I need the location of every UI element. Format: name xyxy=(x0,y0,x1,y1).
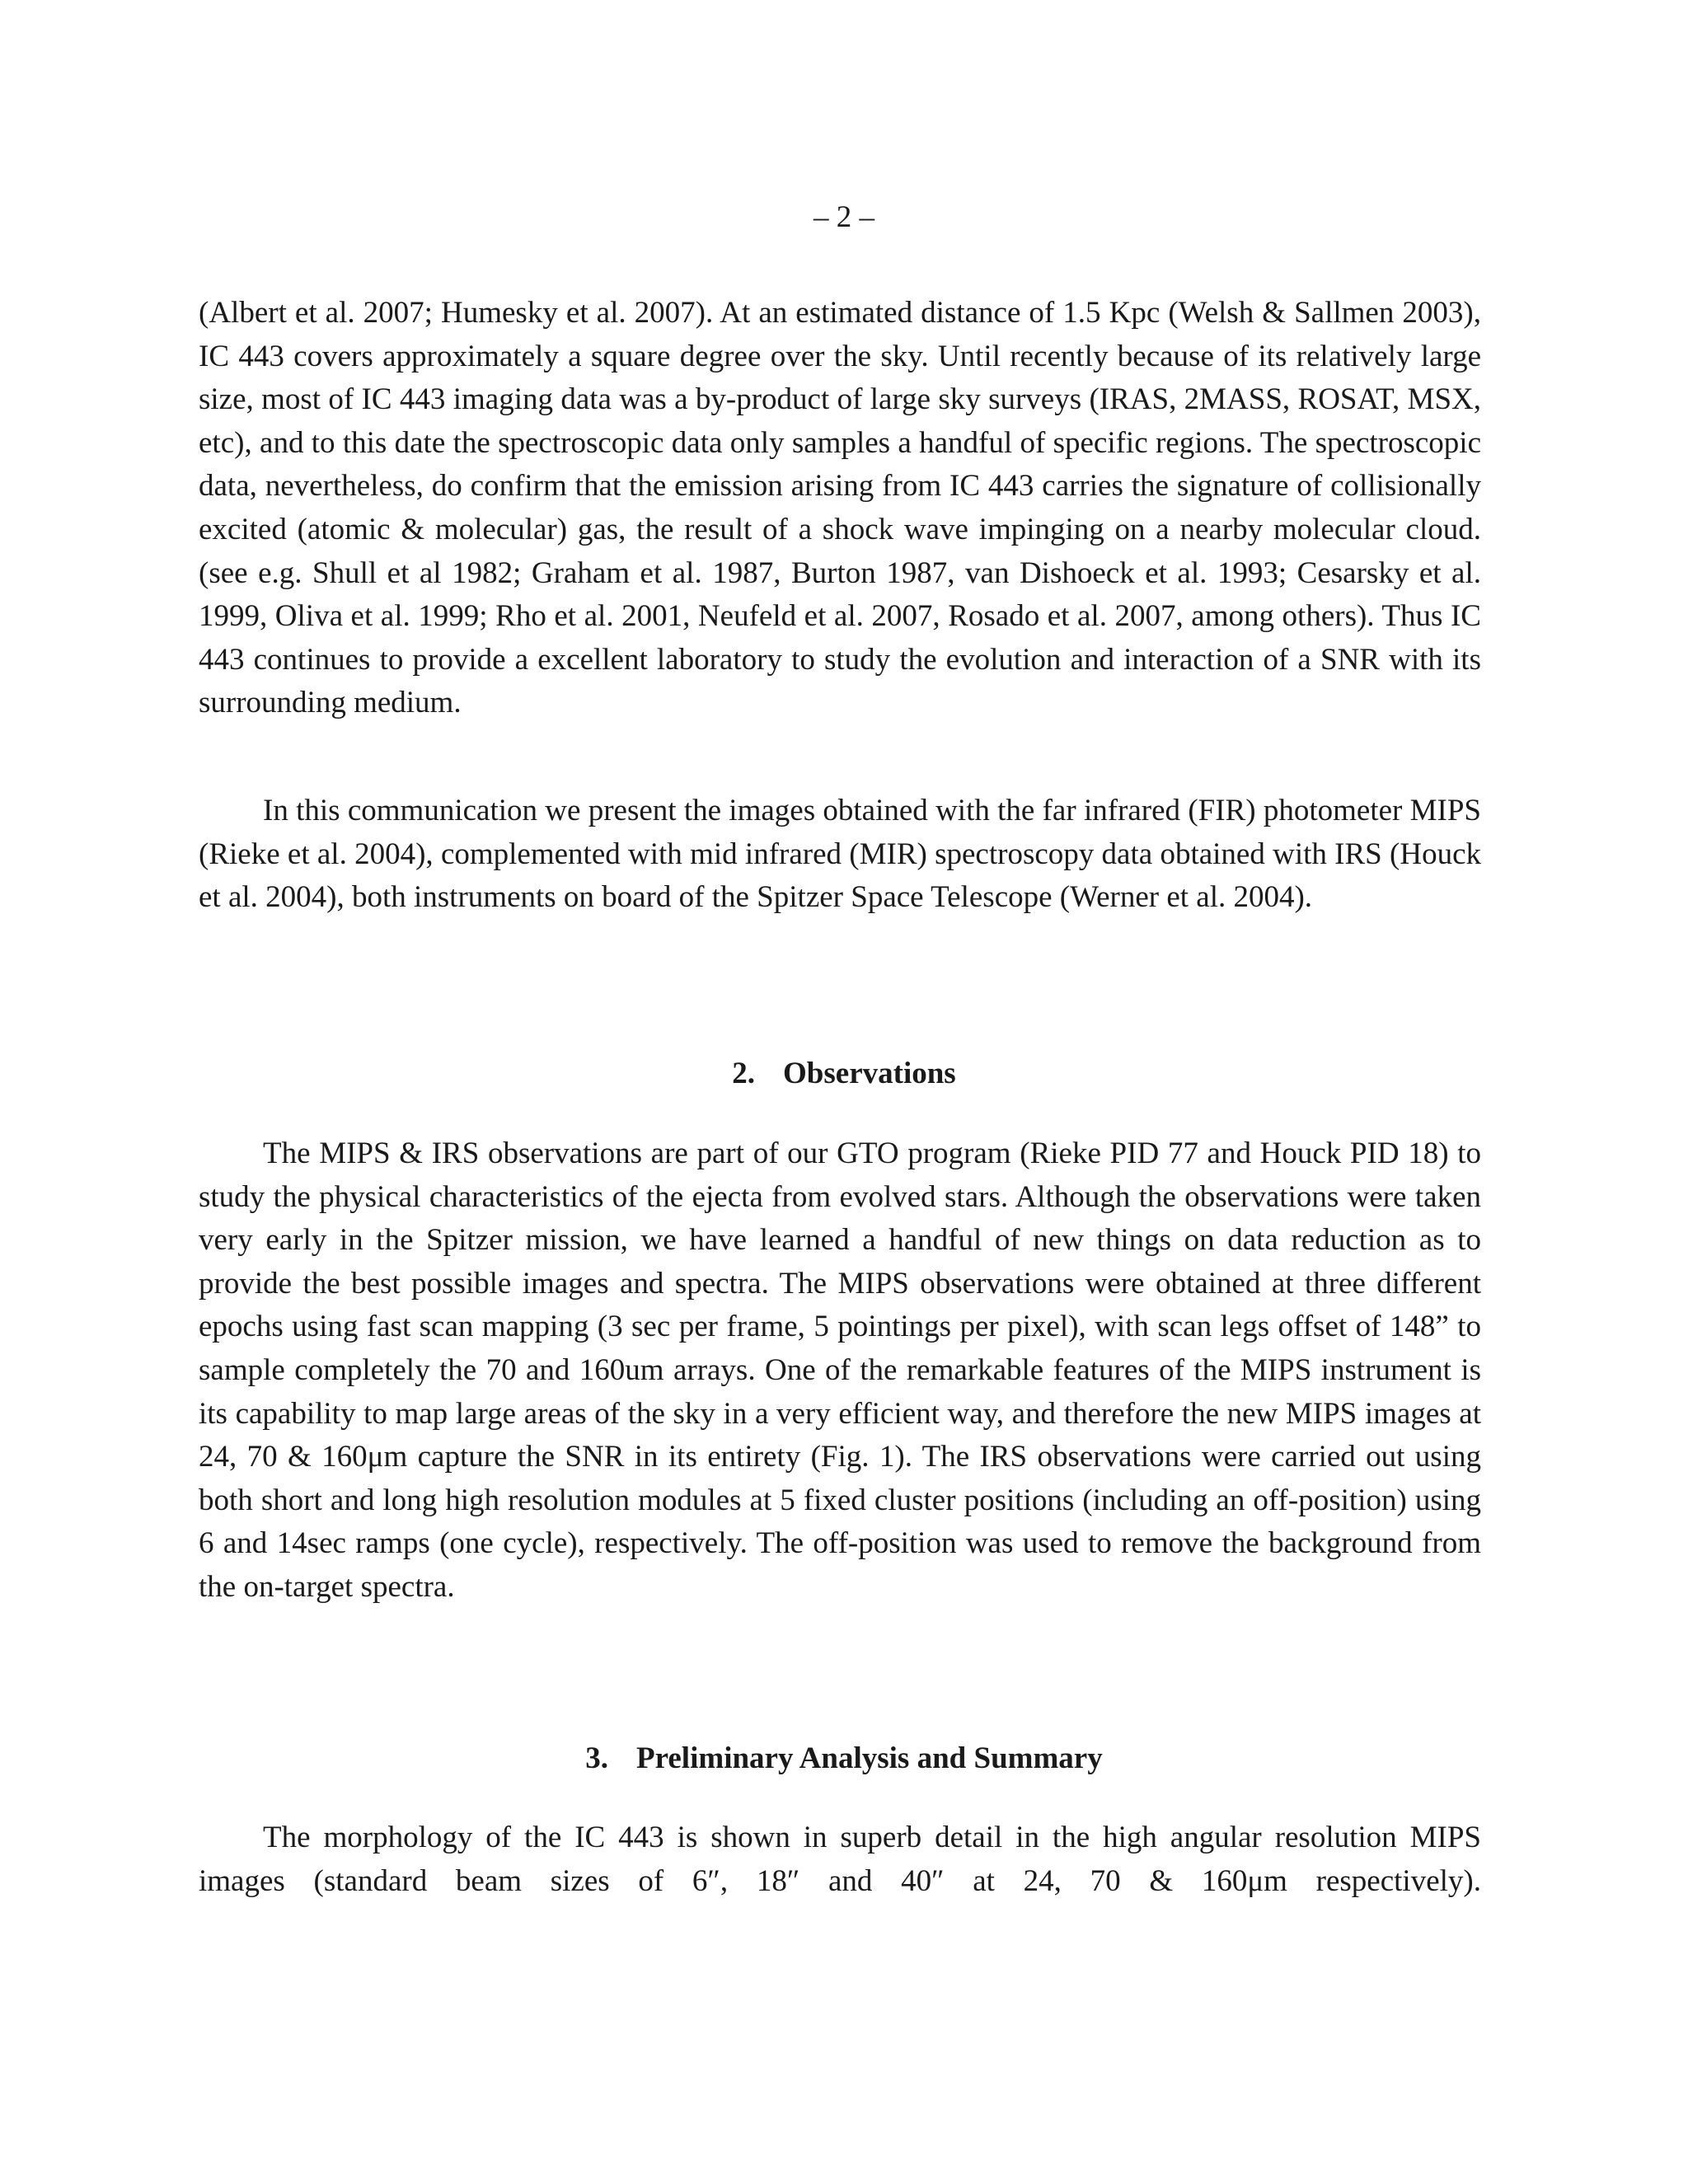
section-title: Observations xyxy=(783,1057,956,1090)
section-number: 3. xyxy=(585,1741,609,1775)
observations-paragraph xyxy=(199,1132,1481,1610)
intro-paragraph-continued xyxy=(199,292,1481,725)
section-title: Preliminary Analysis and Summary xyxy=(636,1741,1103,1775)
page-number: – 2 – xyxy=(814,200,874,234)
section-heading-analysis xyxy=(0,1737,1688,1780)
paragraph-text: The morphology of the IC 443 is shown in superb detail in the high angular resolution MIPS images (standard beam sizes of 6″, 18″ and 40″ at 24, 70 & 160μm respectively). xyxy=(199,1821,1481,1898)
analysis-paragraph xyxy=(199,1816,1481,1903)
paragraph-text: (Albert et al. 2007; Humesky et al. 2007). At an estimated distance of 1.5 Kpc (Welsh & Sallmen 2003), IC 443 covers approximately a square degree over the sky. Until recently because of its relatively large size, most of IC 443 imaging data was a by-product of large sky surveys (IRAS, 2MASS, ROSAT, MSX, etc), and to this date the spectroscopic data only samples a handful of specific regions. The spectroscopic data, nevertheless, do confirm that the emission arising from IC 443 carries the signature of collisionally excited (atomic & molecular) gas, the result of a shock wave impinging on a nearby molecular cloud. (see e.g. Shull et al 1982; Graham et al. 1987, Burton 1987, van Dishoeck et al. 1993; Cesarsky et al. 1999, Oliva et al. 1999; Rho et al. 2001, Neufeld et al. 2007, Rosado et al. 2007, among others). Thus IC 443 continues to provide a excellent laboratory to study the evolution and interaction of a SNR with its surrounding medium. xyxy=(199,296,1481,720)
section-heading-observations xyxy=(0,1052,1688,1095)
section-number: 2. xyxy=(732,1057,756,1090)
paragraph-text: The MIPS & IRS observations are part of our GTO program (Rieke PID 77 and Houck PID 18) to study the physical characteristics of the ejecta from evolved stars. Although the observations were taken very early in the Spitzer mission, we have learned a handful of new things on data reduction as to provide the best possible images and spectra. The MIPS observations were obtained at three different epochs using fast scan mapping (3 sec per frame, 5 pointings per pixel), with scan legs offset of 148” to sample completely the 70 and 160um arrays. One of the remarkable features of the MIPS instrument is its capability to map large areas of the sky in a very efficient way, and therefore the new MIPS images at 24, 70 & 160μm capture the SNR in its entirety (Fig. 1). The IRS observations were carried out using both short and long high resolution modules at 5 fixed cluster positions (including an off-position) using 6 and 14sec ramps (one cycle), respectively. The off-position was used to remove the background from the on-target spectra. xyxy=(199,1137,1481,1604)
intro-paragraph-communication xyxy=(199,790,1481,920)
paragraph-text: In this communication we present the images obtained with the far infrared (FIR) photometer MIPS (Rieke et al. 2004), complemented with mid infrared (MIR) spectroscopy data obtained with IRS (Houck et al. 2004), both instruments on board of the Spitzer Space Telescope (Werner et al. 2004). xyxy=(199,794,1481,915)
